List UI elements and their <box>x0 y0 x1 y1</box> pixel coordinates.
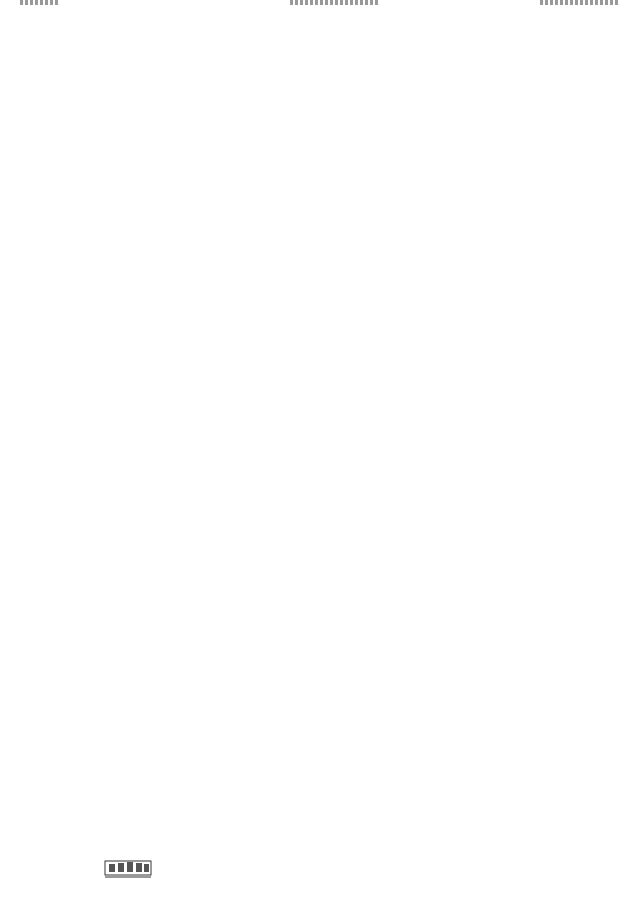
footer <box>104 857 164 879</box>
registry-stamp-icon <box>104 857 152 879</box>
